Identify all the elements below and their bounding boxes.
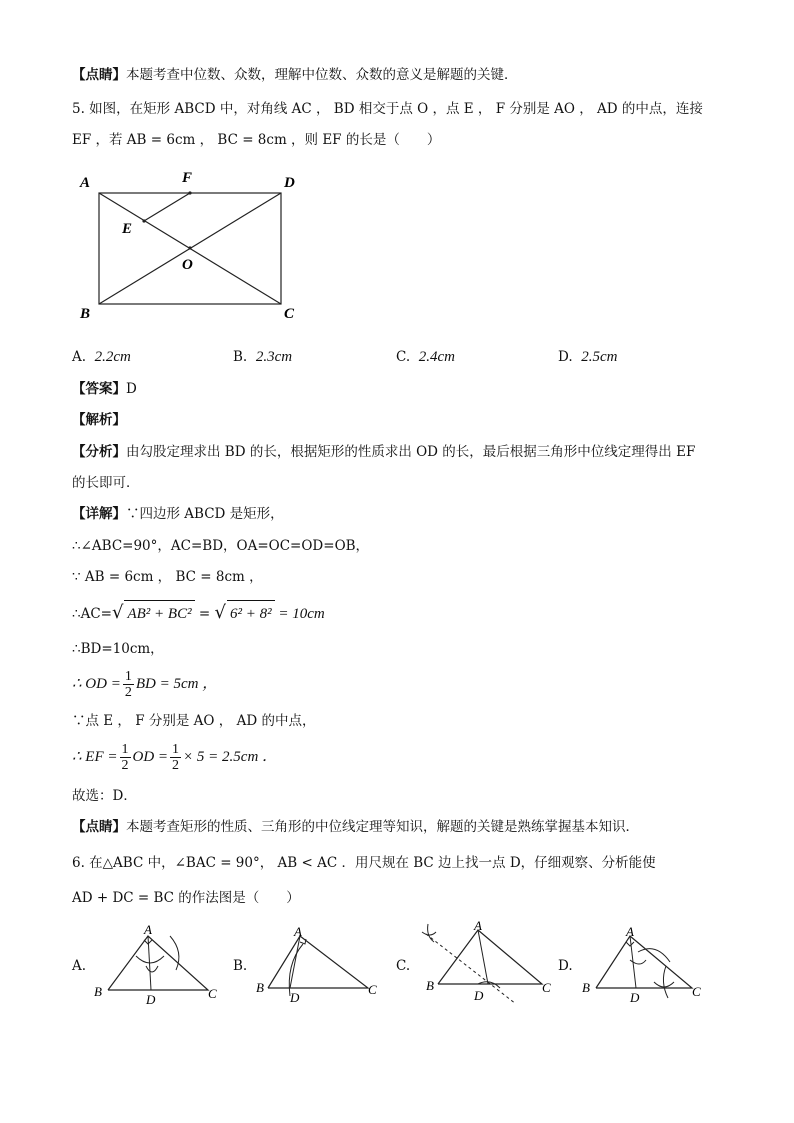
q6-figure-d[interactable] — [574, 922, 724, 1012]
option-a[interactable] — [72, 349, 131, 366]
question-6-line-2: AD + DC = BC 的作法图是（ ） — [72, 890, 300, 906]
sqrt-content-2: 6² + 8² — [227, 600, 275, 627]
sqrt-content-1: AB² + BC² — [124, 600, 194, 627]
sqrt-icon: √ — [214, 602, 226, 623]
option-value: 2.4cm — [418, 349, 455, 365]
svg-text:C: C — [368, 982, 377, 997]
svg-text:B: B — [94, 984, 102, 999]
svg-text:D: D — [630, 990, 640, 1005]
frac-den: 2 — [172, 758, 180, 773]
svg-text:D: D — [290, 990, 300, 1005]
q6-option-d-letter[interactable]: D. — [558, 958, 573, 974]
q6-figure-c[interactable] — [412, 918, 562, 1010]
svg-text:B: B — [426, 978, 434, 993]
option-value: 2.5cm — [581, 349, 618, 365]
detail-text: ∵四边形 ABCD 是矩形， — [126, 506, 284, 522]
od-lhs: ∴ OD = — [72, 676, 121, 692]
detail-tag: 【详解】 — [72, 506, 126, 522]
ef-rhs: × 5 = 2.5cm ． — [183, 749, 278, 765]
option-c[interactable] — [396, 349, 455, 366]
svg-text:A: A — [294, 924, 302, 939]
svg-text:C: C — [692, 984, 701, 999]
svg-text:B: B — [256, 980, 264, 995]
frac-den: 2 — [124, 685, 132, 700]
ef-lhs: ∴ EF = — [72, 749, 118, 765]
ef-mid: OD = — [132, 749, 169, 765]
fenxi-text: 由勾股定理求出 BD 的长，根据矩形的性质求出 OD 的长，最后根据三角形中位线定理得出 EF — [126, 444, 696, 460]
choose-line: 故选：D． — [72, 788, 137, 804]
detail-line-3: ∵ AB = 6cm ， BC = 8cm ， — [72, 569, 263, 585]
label-a: A — [80, 175, 91, 191]
frac-den: 2 — [121, 758, 129, 773]
point-o — [188, 246, 191, 249]
answer-line — [72, 380, 137, 398]
svg-text:C: C — [542, 980, 551, 995]
question-6-line-1: 6. 在△ABC 中，∠BAC = 90°， AB < AC ．用尺规在 BC 边上找一点 D，仔细观察、分析能使 — [72, 855, 656, 871]
answer-value: D — [126, 381, 137, 397]
detail-line-5: ∴BD=10cm， — [72, 641, 164, 657]
svg-text:A: A — [626, 924, 634, 939]
fenxi-line-2: 的长即可． — [72, 475, 140, 491]
fraction-half — [120, 742, 131, 773]
option-value: 2.2cm — [94, 349, 131, 365]
detail-line-1 — [72, 505, 284, 523]
tip-tag: 【点睛】 — [72, 67, 126, 83]
detail-line-4 — [72, 600, 325, 627]
option-d[interactable] — [558, 349, 617, 366]
point-e — [142, 219, 145, 222]
detail-line-8 — [72, 741, 277, 773]
q6-option-b-letter[interactable]: B. — [233, 958, 248, 974]
frac-num: 1 — [121, 742, 129, 757]
analysis-tag: 【解析】 — [72, 412, 126, 428]
svg-text:D: D — [146, 992, 156, 1007]
detail-line-6 — [72, 668, 217, 700]
question-5-line-2: EF ，若 AB = 6cm ， BC = 8cm ，则 EF 的长是（ ） — [72, 132, 441, 148]
svg-text:D: D — [474, 988, 484, 1003]
svg-text:B: B — [582, 980, 590, 995]
question-5-line-1: 5. 如图，在矩形 ABCD 中，对角线 AC ， BD 相交于点 O ，点 E ， F 分别是 AO ， AD 的中点，连接 — [72, 101, 703, 117]
svg-text:A: A — [144, 922, 152, 937]
label-d: D — [284, 175, 295, 191]
fraction-half — [170, 742, 181, 773]
q6-figure-a[interactable] — [88, 922, 228, 1012]
tip-text: 本题考查矩形的性质、三角形的中位线定理等知识，解题的关键是熟练掌握基本知识． — [126, 819, 639, 835]
frac-num: 1 — [124, 669, 132, 684]
q6-option-a-letter[interactable]: A. — [72, 958, 87, 974]
option-letter: B. — [233, 349, 248, 365]
option-letter: C. — [396, 349, 411, 365]
od-rhs: BD = 5cm ， — [135, 676, 218, 692]
detail-line-2: ∴∠ABC=90°，AC=BD，OA=OC=OD=OB， — [72, 538, 370, 554]
label-c: C — [284, 306, 295, 322]
svg-text:A: A — [474, 918, 482, 933]
equals: = — [194, 606, 215, 622]
option-letter: D. — [558, 349, 573, 365]
tip-line-1 — [72, 66, 518, 84]
option-b[interactable] — [233, 349, 292, 366]
ac-result: = 10cm — [274, 606, 325, 622]
fenxi-tag: 【分析】 — [72, 444, 126, 460]
option-value: 2.3cm — [255, 349, 293, 365]
detail-line-7: ∵点 E ， F 分别是 AO ， AD 的中点， — [72, 713, 316, 729]
label-o: O — [182, 257, 193, 273]
segment-ef — [144, 193, 190, 221]
answer-tag: 【答案】 — [72, 381, 126, 397]
tip-line-2 — [72, 818, 639, 836]
frac-num: 1 — [172, 742, 180, 757]
svg-text:C: C — [208, 986, 217, 1001]
q6-option-c-letter[interactable]: C. — [396, 958, 411, 974]
q6-figure-b[interactable] — [250, 922, 390, 1012]
sqrt-icon: √ — [111, 602, 124, 623]
option-letter: A. — [72, 349, 87, 365]
tip-text: 本题考查中位数、众数，理解中位数、众数的意义是解题的关键． — [126, 67, 518, 83]
label-e: E — [122, 221, 133, 237]
rectangle-figure — [72, 165, 312, 325]
label-b: B — [80, 306, 91, 322]
fraction-half — [123, 669, 134, 700]
point-f — [188, 191, 191, 194]
tip-tag: 【点睛】 — [72, 819, 126, 835]
fenxi-line-1 — [72, 443, 695, 461]
ac-lhs: ∴AC= — [72, 606, 112, 622]
label-f: F — [182, 170, 193, 186]
